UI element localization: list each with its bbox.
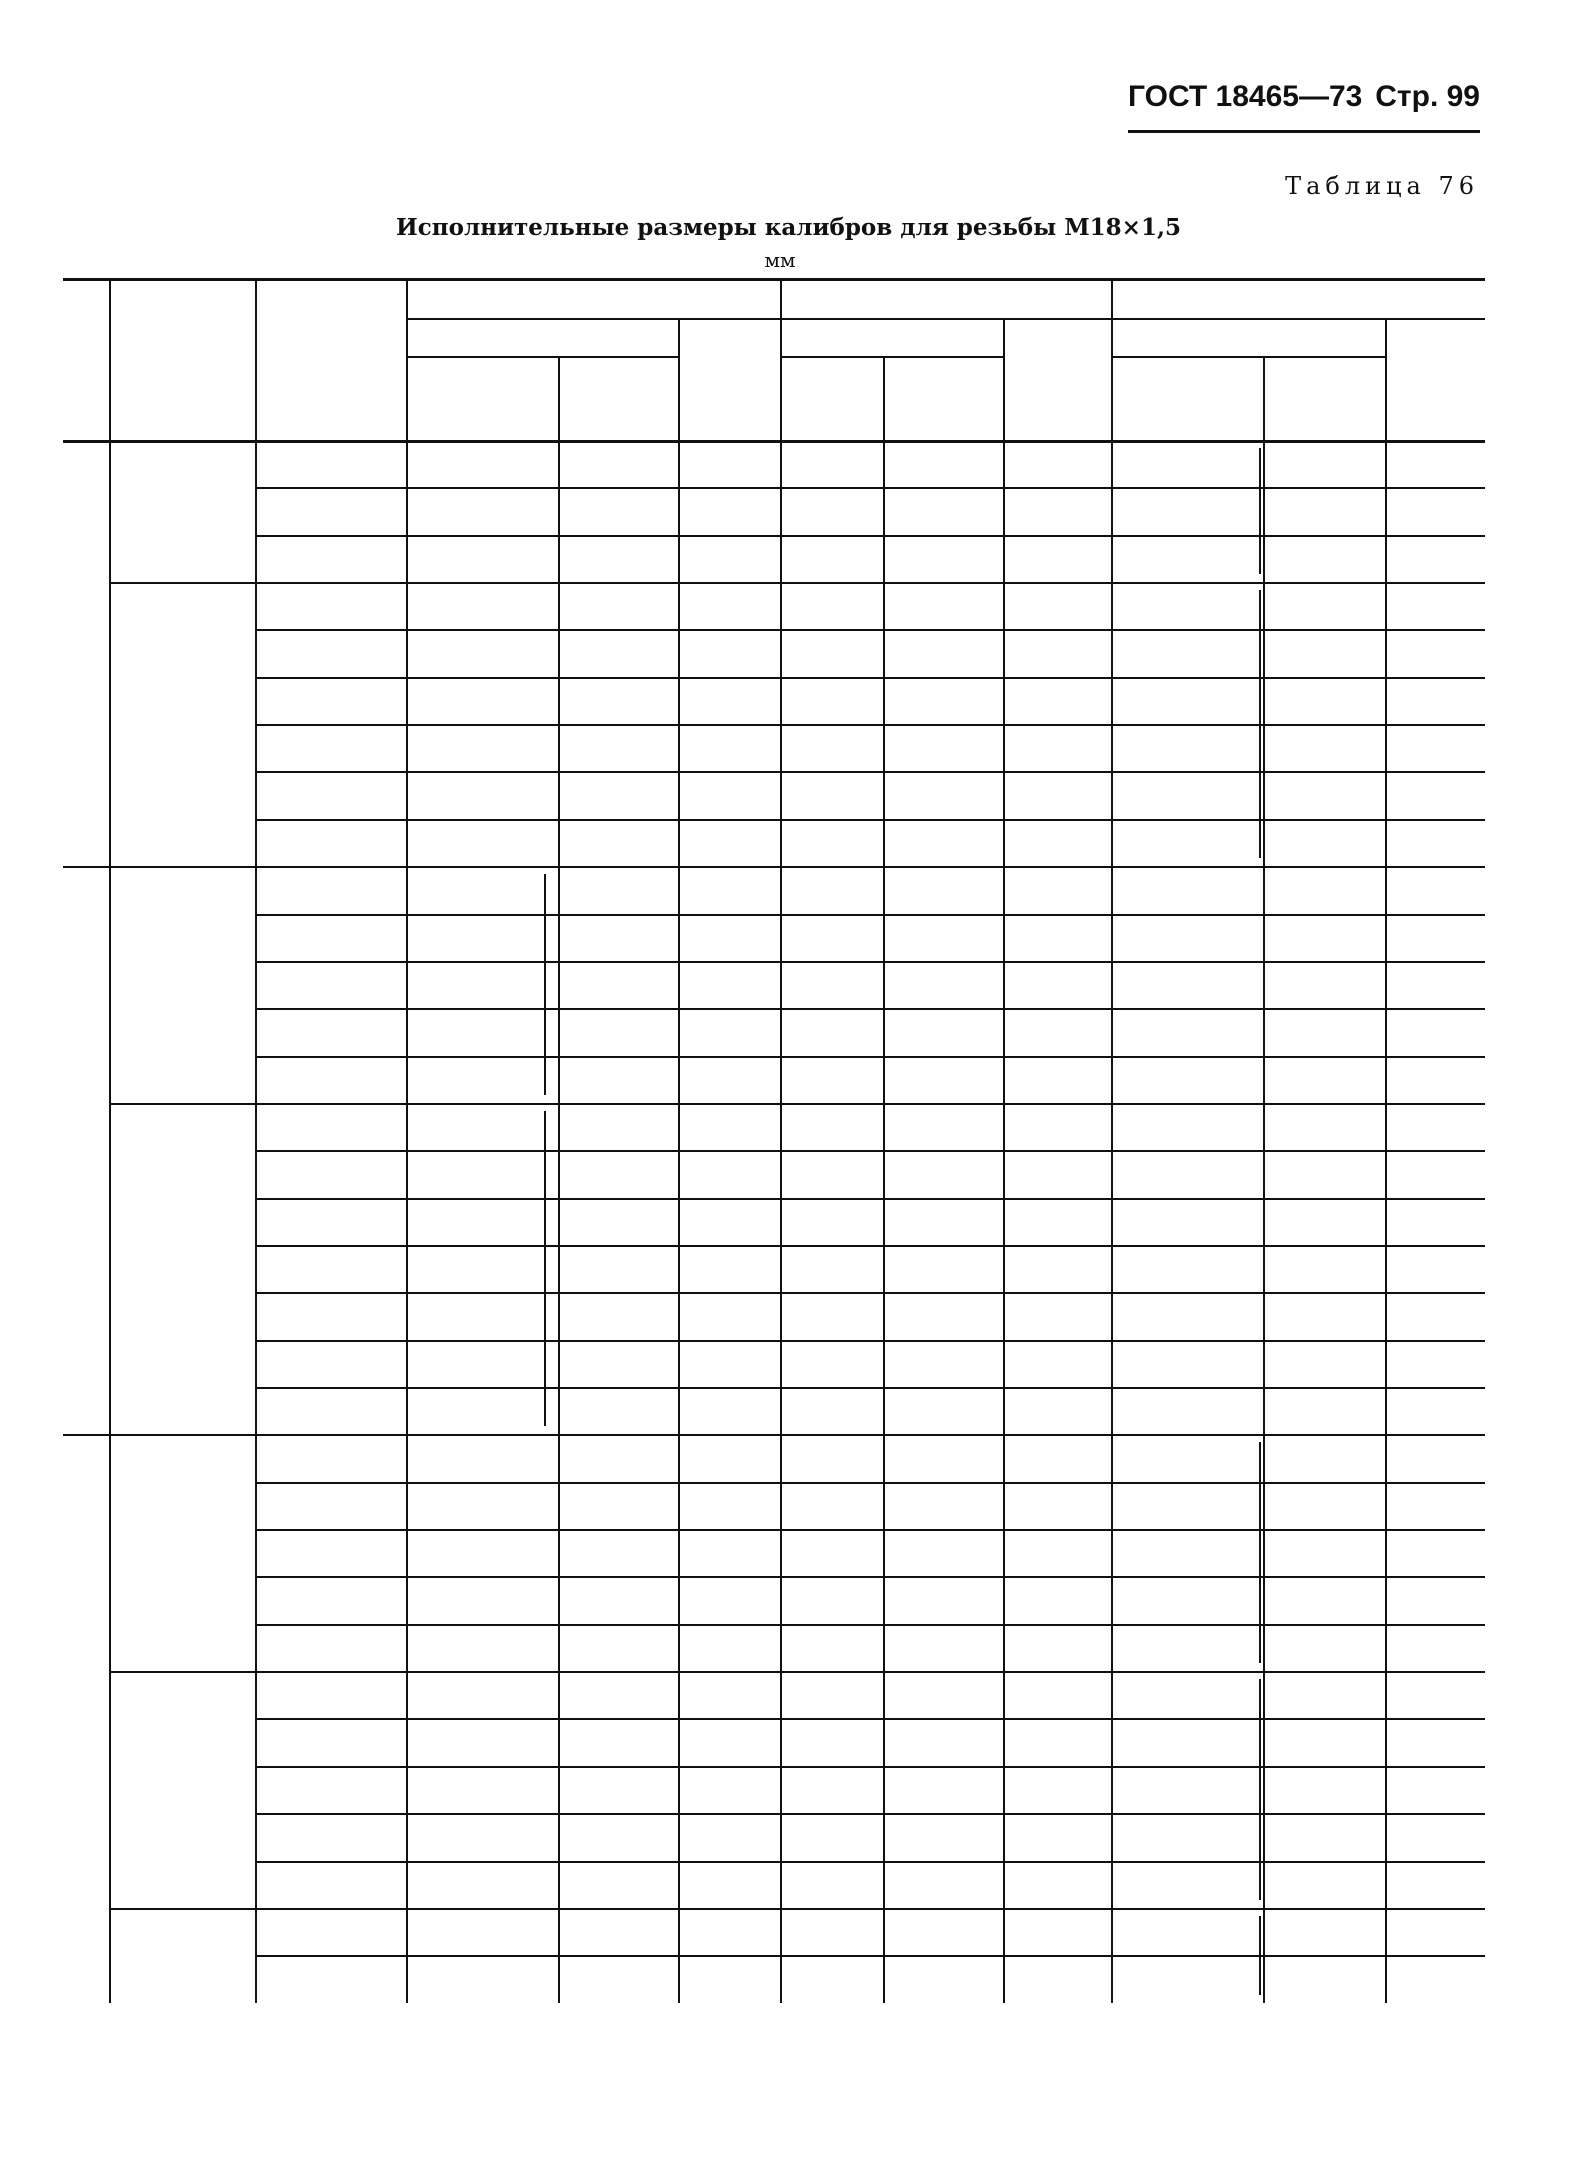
rule	[1263, 440, 1265, 2003]
rule	[255, 278, 257, 440]
rule	[255, 724, 1485, 726]
rule	[255, 677, 1485, 679]
rule	[1259, 448, 1261, 574]
rule	[255, 1576, 1485, 1578]
rule	[255, 961, 1485, 963]
rule	[544, 874, 546, 1095]
rule	[558, 356, 560, 440]
table-number: Таблица 76	[1285, 172, 1479, 200]
rule	[255, 535, 1485, 537]
rule	[255, 1766, 1485, 1768]
rule	[883, 356, 885, 440]
rule	[255, 1813, 1485, 1815]
rule	[406, 278, 408, 440]
rule	[255, 440, 257, 2003]
rule	[255, 1482, 1485, 1484]
rule	[780, 356, 1003, 358]
rule	[255, 629, 1485, 631]
rule	[678, 440, 680, 2003]
rule	[1259, 1442, 1261, 1663]
doc-number: ГОСТ 18465—73	[1128, 80, 1363, 113]
rule	[255, 1245, 1485, 1247]
rule	[558, 440, 560, 2003]
rule	[109, 440, 111, 2003]
rule	[1259, 1679, 1261, 1900]
rule	[780, 278, 782, 440]
rule	[255, 1056, 1485, 1058]
rule	[255, 1292, 1485, 1294]
gauge-dimensions-table	[63, 278, 1485, 2010]
rule	[1263, 356, 1265, 440]
rule	[255, 1008, 1485, 1010]
unit-label: мм	[764, 248, 796, 272]
rule	[1259, 590, 1261, 858]
rule	[255, 819, 1485, 821]
rule	[1003, 318, 1005, 440]
rule	[109, 1908, 1485, 1910]
rule	[255, 1955, 1485, 1957]
rule	[255, 1198, 1485, 1200]
rule	[1003, 440, 1005, 2003]
page-number: Стр. 99	[1375, 80, 1480, 113]
rule	[1111, 278, 1113, 440]
rule	[255, 1340, 1485, 1342]
rule	[255, 914, 1485, 916]
rule	[1111, 440, 1113, 2003]
rule	[255, 1387, 1485, 1389]
rule	[883, 440, 885, 2003]
rule	[109, 278, 111, 440]
rule	[63, 278, 1485, 281]
rule	[1259, 1916, 1261, 1995]
rule	[255, 771, 1485, 773]
rule	[255, 1861, 1485, 1863]
rule	[255, 487, 1485, 489]
rule	[255, 1624, 1485, 1626]
rule	[544, 1111, 546, 1426]
rule	[109, 582, 1485, 584]
rule	[63, 866, 1485, 868]
page-header	[1128, 80, 1480, 133]
rule	[1111, 356, 1385, 358]
rule	[63, 440, 1485, 443]
table-title: Исполнительные размеры калибров для резьбы М18×1,5	[396, 214, 1181, 241]
rule	[678, 318, 680, 440]
rule	[780, 440, 782, 2003]
rule	[109, 1671, 1485, 1673]
rule	[406, 356, 678, 358]
rule	[406, 318, 1485, 320]
rule	[1385, 318, 1387, 440]
rule	[255, 1718, 1485, 1720]
rule	[109, 1103, 1485, 1105]
rule	[255, 1150, 1485, 1152]
rule	[63, 1434, 1485, 1436]
rule	[406, 440, 408, 2003]
rule	[255, 1529, 1485, 1531]
rule	[1385, 440, 1387, 2003]
